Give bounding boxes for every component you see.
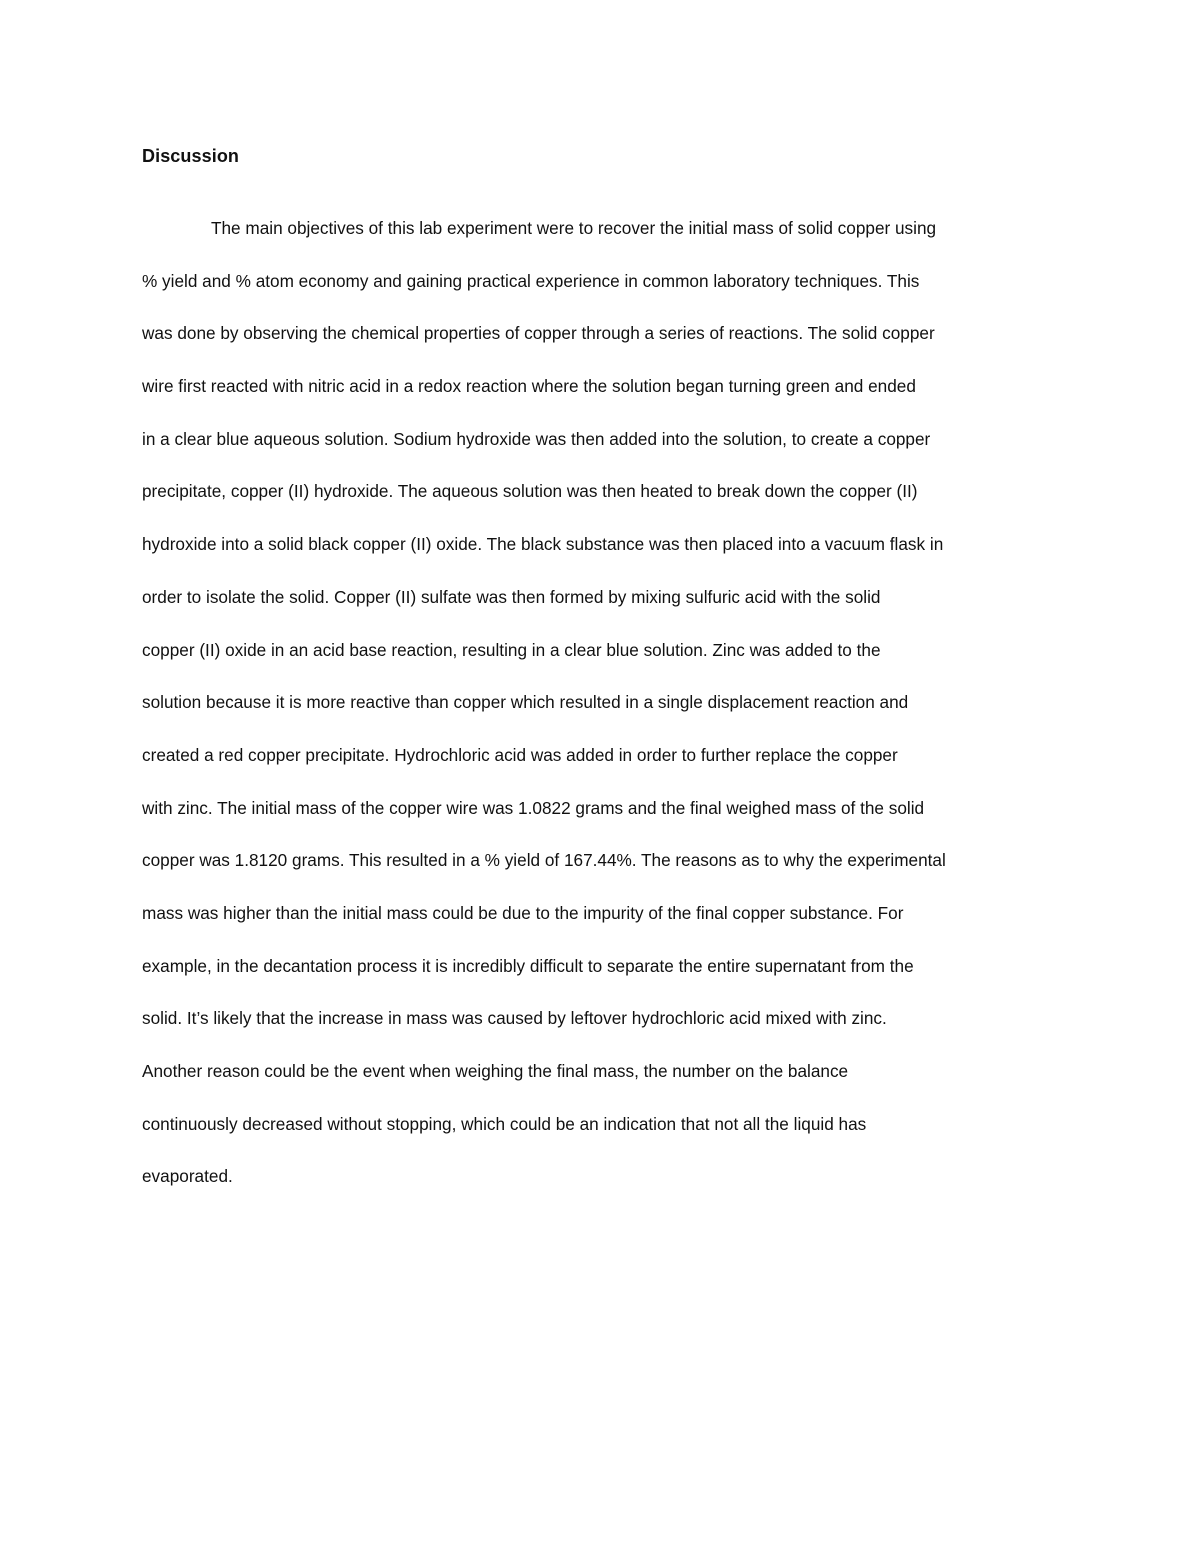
paragraph-line: copper was 1.8120 grams. This resulted in a % yield of 167.44%. The reasons as to why the experimental [142,850,946,871]
paragraph-line: % yield and % atom economy and gaining practical experience in common laboratory techniques. This [142,270,920,291]
paragraph-line: copper (II) oxide in an acid base reaction, resulting in a clear blue solution. Zinc was added to the [142,639,881,660]
paragraph-line: evaporated. [142,1166,233,1187]
paragraph-line: was done by observing the chemical properties of copper through a series of reactions. The solid copper [142,323,935,344]
paragraph-line: in a clear blue aqueous solution. Sodium hydroxide was then added into the solution, to create a copper [142,428,931,449]
paragraph-line: precipitate, copper (II) hydroxide. The aqueous solution was then heated to break down the copper (II) [142,481,918,502]
paragraph-line: The main objectives of this lab experiment were to recover the initial mass of solid copper using [211,218,937,238]
paragraph-line: solid. It’s likely that the increase in mass was caused by leftover hydrochloric acid mixed with zinc. [142,1008,887,1029]
paragraph-line: continuously decreased without stopping, which could be an indication that not all the liquid has [142,1113,867,1134]
paragraph-line: with zinc. The initial mass of the copper wire was 1.0822 grams and the final weighed mass of the solid [142,797,925,818]
paragraph-line: hydroxide into a solid black copper (II) oxide. The black substance was then placed into a vacuum flask in [142,534,944,555]
paragraph-line: order to isolate the solid. Copper (II) sulfate was then formed by mixing sulfuric acid with the solid [142,586,881,607]
paragraph-line: created a red copper precipitate. Hydrochloric acid was added in order to further replace the copper [142,744,898,765]
paragraph-line: mass was higher than the initial mass could be due to the impurity of the final copper substance. For [142,902,904,923]
paragraph-line: wire first reacted with nitric acid in a redox reaction where the solution began turning green and ended [142,376,916,397]
section-heading: Discussion [142,146,240,166]
paragraph-line: example, in the decantation process it is incredibly difficult to separate the entire supernatant from the [142,955,914,976]
paragraph-line: Another reason could be the event when weighing the final mass, the number on the balance [142,1061,849,1081]
paragraph-line: solution because it is more reactive than copper which resulted in a single displacement reaction and [142,692,909,713]
discussion-paragraph [142,215,1072,1216]
